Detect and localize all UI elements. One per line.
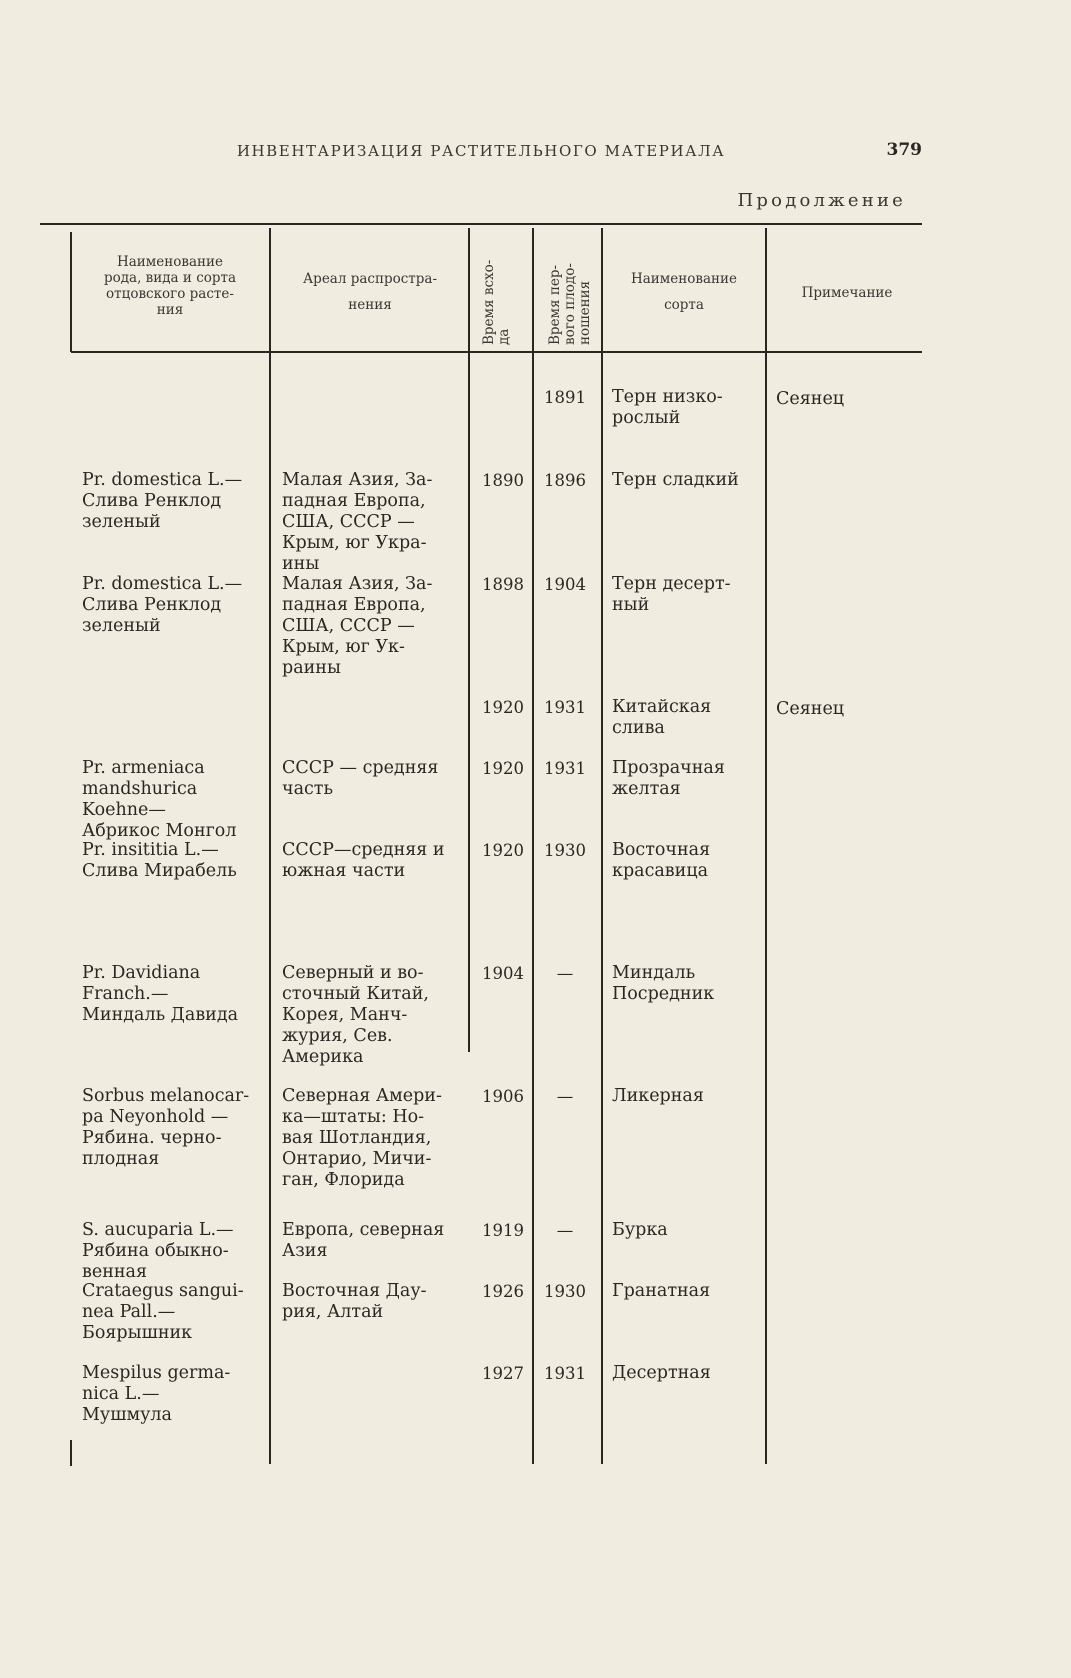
cell-variety: Миндаль Посредник <box>612 963 715 1004</box>
cell-range: Малая Азия, За- падная Европа, США, СССР — Крым, юг Ук- раины <box>282 574 433 678</box>
cell-fruit-time: 1931 <box>544 698 586 717</box>
cell-fruit-time: 1904 <box>544 575 586 594</box>
cell-fruit-time: 1931 <box>544 1364 586 1383</box>
cell-sprout-time: 1920 <box>482 841 524 860</box>
cell-species-name: Pr. insititia L.— Слива Мирабель <box>82 840 237 881</box>
cell-fruit-time: 1930 <box>544 841 586 860</box>
column-divider <box>269 228 271 1464</box>
cell-sprout-time: 1927 <box>482 1364 524 1383</box>
cell-variety: Ликерная <box>612 1086 704 1106</box>
cell-species-name: Pr. domestica L.— Слива Ренклод зеленый <box>82 470 243 532</box>
cell-sprout-time: 1926 <box>482 1282 524 1301</box>
column-header-fruit-time: Время пер- вого плодо- ношения <box>547 263 593 345</box>
column-divider <box>532 228 534 1464</box>
table-header-rule <box>71 351 922 353</box>
continuation-label: Продолжение <box>737 190 906 211</box>
cell-species-name: S. aucuparia L.— Рябина обыкно- венная <box>82 1220 234 1282</box>
cell-range: СССР—средняя и южная части <box>282 840 445 881</box>
cell-variety: Китайская слива <box>612 697 712 738</box>
cell-range: Европа, северная Азия <box>282 1220 445 1261</box>
cell-variety: Терн десерт- ный <box>612 574 731 615</box>
cell-fruit-time: — <box>556 964 574 983</box>
cell-sprout-time: 1920 <box>482 698 524 717</box>
cell-note: Сеянец <box>776 389 845 409</box>
cell-range: Северная Амери- ка—штаты: Но- вая Шотландия, Онтарио, Мичи- ган, Флорида <box>282 1086 442 1190</box>
cell-sprout-time: 1919 <box>482 1221 524 1240</box>
cell-variety: Бурка <box>612 1220 668 1240</box>
cell-variety: Восточная красавица <box>612 840 711 881</box>
column-header-variety: Наименование сорта <box>630 271 738 313</box>
cell-range: Северный и во- сточный Китай, Корея, Манч- журия, Сев. Америка <box>282 963 429 1067</box>
cell-sprout-time: 1906 <box>482 1087 524 1106</box>
running-title: ИНВЕНТАРИЗАЦИЯ РАСТИТЕЛЬНОГО МАТЕРИАЛА <box>236 142 726 160</box>
column-divider <box>70 232 72 352</box>
cell-variety: Терн низко- рослый <box>612 387 723 428</box>
table-top-rule <box>40 223 922 225</box>
cell-sprout-time: 1898 <box>482 575 524 594</box>
column-header-range: Ареал распростра- нения <box>302 271 438 313</box>
cell-variety: Терн сладкий <box>612 470 739 490</box>
column-divider <box>70 1440 72 1466</box>
cell-sprout-time: 1904 <box>482 964 524 983</box>
cell-note: Сеянец <box>776 699 845 719</box>
cell-fruit-time: 1931 <box>544 759 586 778</box>
cell-species-name: Pr. Davidiana Franch.— Миндаль Давида <box>82 963 239 1025</box>
cell-range: СССР — средняя часть <box>282 758 439 799</box>
column-header-sprout-time: Время всхо- да <box>481 259 512 345</box>
cell-species-name: Sorbus melanocar- pa Neyonhold — Рябина. черно- плодная <box>82 1086 250 1169</box>
column-header-note: Примечание <box>801 285 893 301</box>
cell-species-name: Crataegus sangui- nea Pall.— Боярышник <box>82 1281 244 1343</box>
cell-range: Восточная Дау- рия, Алтай <box>282 1281 427 1322</box>
cell-sprout-time: 1920 <box>482 759 524 778</box>
page-number: 379 <box>886 140 922 160</box>
cell-variety: Гранатная <box>612 1281 711 1301</box>
cell-variety: Десертная <box>612 1363 711 1383</box>
cell-species-name: Pr. armeniaca mandshurica Koehne— Абрикос Монгол <box>82 758 237 841</box>
cell-species-name: Pr. domestica L.— Слива Ренклод зеленый <box>82 574 243 636</box>
cell-sprout-time: 1890 <box>482 471 524 490</box>
cell-fruit-time: 1930 <box>544 1282 586 1301</box>
column-divider <box>601 228 603 1464</box>
cell-variety: Прозрачная желтая <box>612 758 725 799</box>
cell-species-name: Mespilus germa- nica L.— Мушмула <box>82 1363 231 1425</box>
page-header <box>40 142 922 166</box>
cell-fruit-time: 1891 <box>544 388 586 407</box>
cell-fruit-time: 1896 <box>544 471 586 490</box>
cell-fruit-time: — <box>556 1221 574 1240</box>
cell-fruit-time: — <box>556 1087 574 1106</box>
cell-range: Малая Азия, За- падная Европа, США, СССР — Крым, юг Укра- ины <box>282 470 433 574</box>
column-header-name: Наименование рода, вида и сорта отцовского расте- ния <box>103 254 237 318</box>
